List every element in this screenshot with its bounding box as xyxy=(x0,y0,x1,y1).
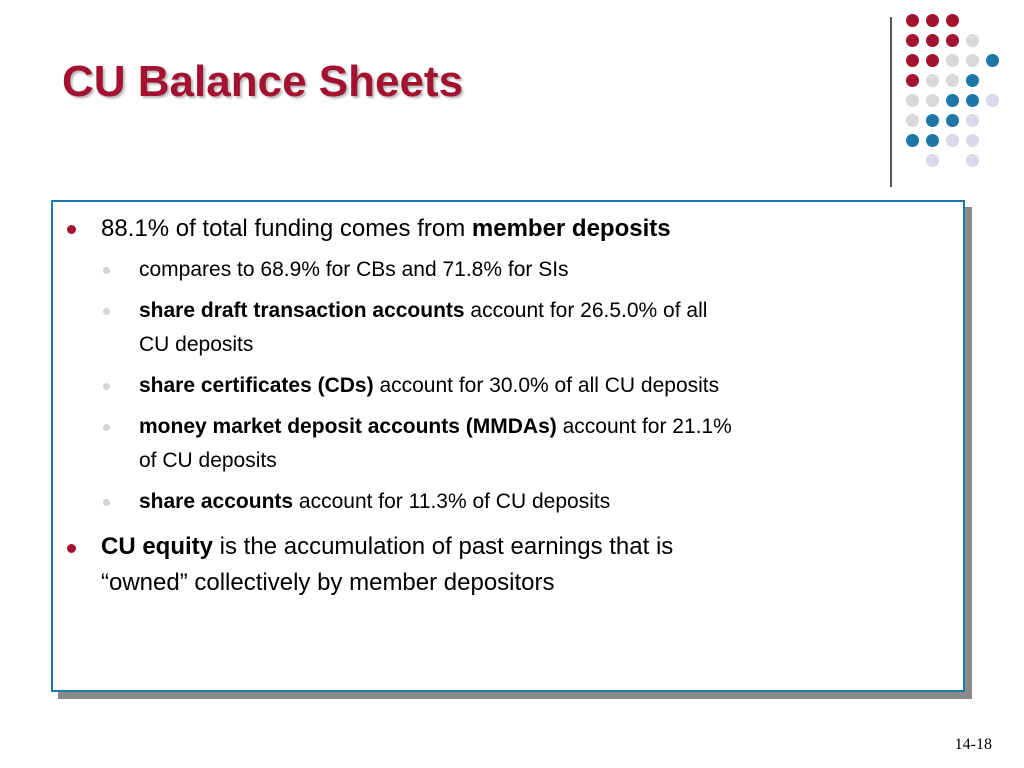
bullet-text: compares to 68.9% for CBs and 71.8% for SIs xyxy=(139,258,569,281)
sub-bullet-mmdas xyxy=(139,410,732,444)
decor-dot xyxy=(906,34,919,47)
content-box xyxy=(51,200,965,692)
decor-dot xyxy=(926,54,939,67)
bullet-member-deposits xyxy=(101,212,671,246)
decor-dot xyxy=(946,94,959,107)
page-number: 14-18 xyxy=(954,736,992,753)
decor-dot xyxy=(906,134,919,147)
sub-bullet-dot-icon xyxy=(103,267,110,274)
decor-dot xyxy=(966,114,979,127)
bullet-text: “owned” collectively by member depositors xyxy=(101,569,555,596)
bullet-text: of CU deposits xyxy=(139,449,277,472)
slide-title: CU Balance Sheets xyxy=(62,57,464,106)
bullet-dot-icon xyxy=(67,544,76,553)
decor-dot xyxy=(946,114,959,127)
decor-dot xyxy=(966,34,979,47)
decor-dot xyxy=(946,34,959,47)
sub-bullet-share-certificates xyxy=(139,369,719,403)
sub-bullet-dot-icon xyxy=(103,383,110,390)
sub-bullet-share-draft-continued xyxy=(139,328,253,362)
bullet-bold-text: share certificates (CDs) xyxy=(139,374,374,397)
sub-bullet-share-draft xyxy=(139,294,707,328)
decor-dot xyxy=(986,54,999,67)
bullet-cu-equity-continued xyxy=(101,566,555,600)
decor-dot xyxy=(906,94,919,107)
sub-bullet-dot-icon xyxy=(103,308,110,315)
decor-dot xyxy=(926,34,939,47)
bullet-text: is the accumulation of past earnings that is xyxy=(213,533,674,560)
sub-bullet-mmdas-continued xyxy=(139,444,277,478)
bullet-bold-text: share draft transaction accounts xyxy=(139,299,465,322)
bullet-bold-text: member deposits xyxy=(471,215,671,242)
sub-bullet-comparison xyxy=(139,253,569,287)
bullet-text: account for 21.1% xyxy=(556,415,732,438)
decor-dot xyxy=(906,14,919,27)
bullet-dot-icon xyxy=(67,225,76,234)
decor-dot xyxy=(966,154,979,167)
decor-dot xyxy=(906,114,919,127)
decor-dot xyxy=(926,14,939,27)
bullet-text: 88.1% of total funding comes from xyxy=(101,215,472,242)
decor-dot xyxy=(926,114,939,127)
bullet-text: account for 26.5.0% of all xyxy=(464,299,708,322)
sub-bullet-share-accounts xyxy=(139,485,610,519)
decor-dot xyxy=(926,94,939,107)
decor-dot xyxy=(966,74,979,87)
decor-dot xyxy=(966,54,979,67)
decor-dot xyxy=(926,74,939,87)
bullet-text: account for 30.0% of all CU deposits xyxy=(373,374,720,397)
decor-dot xyxy=(946,54,959,67)
decor-dot xyxy=(926,134,939,147)
sub-bullet-dot-icon xyxy=(103,499,110,506)
decorative-dot-grid xyxy=(906,14,1016,164)
decor-dot xyxy=(986,94,999,107)
bullet-text: account for 11.3% of CU deposits xyxy=(293,490,611,513)
sub-bullet-dot-icon xyxy=(103,424,110,431)
decorative-divider-line xyxy=(890,17,892,187)
decor-dot xyxy=(926,154,939,167)
decor-dot xyxy=(906,74,919,87)
bullet-bold-text: money market deposit accounts (MMDAs) xyxy=(139,415,557,438)
bullet-text: CU deposits xyxy=(139,333,254,356)
bullet-bold-text: CU equity xyxy=(101,533,214,560)
bullet-bold-text: share accounts xyxy=(139,490,294,513)
decor-dot xyxy=(906,54,919,67)
decor-dot xyxy=(966,94,979,107)
decor-dot xyxy=(946,74,959,87)
decor-dot xyxy=(946,14,959,27)
decor-dot xyxy=(966,134,979,147)
bullet-cu-equity xyxy=(101,530,673,564)
decor-dot xyxy=(946,134,959,147)
